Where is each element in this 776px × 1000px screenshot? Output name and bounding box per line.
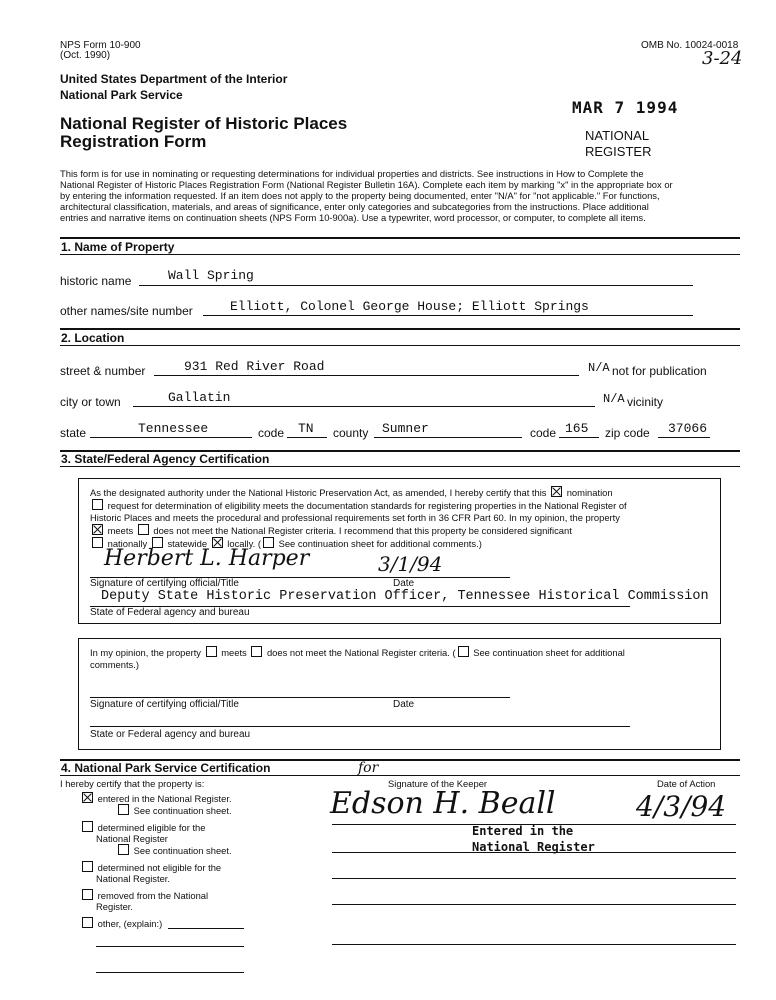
instructions-paragraph [60,168,740,223]
section-rule [60,775,740,776]
section1-heading: 1. Name of Property [61,240,175,254]
comment-text: In my opinion, the property [90,647,201,658]
received-stamp-line1: NATIONAL [585,128,650,143]
box2-signature-label: Signature of certifying official/Title [90,699,239,710]
form-number: NPS Form 10-900 [60,40,141,51]
city-label: city or town [60,395,121,409]
option-label: See continuation sheet. [133,805,232,816]
box2-does-not-meet-checkbox[interactable] [251,646,262,657]
street-field[interactable] [154,375,579,376]
keeper-label: Signature of the Keeper [388,778,488,789]
box2-meets-checkbox[interactable] [206,646,217,657]
vicinity-label: vicinity [627,395,664,409]
entered-checkbox[interactable] [82,792,93,803]
nationally-checkbox[interactable] [92,537,103,548]
state-code-value: TN [298,421,314,436]
other-names-value: Elliott, Colonel George House; Elliott Springs [230,299,589,314]
option-label: National Register. [96,873,170,884]
option-label: determined not eligible for the [97,862,222,873]
nomination-checkbox[interactable] [551,486,562,497]
option-label: entered in the National Register. [97,793,232,804]
keeper-signature: Edson H. Beall [330,786,556,821]
na-publication: N/A [588,361,610,375]
option-label: determined eligible for the [97,822,206,833]
option-label: National Register [96,833,168,844]
state-label: state [60,426,87,440]
statewide-label: statewide [167,538,208,549]
zip-field[interactable] [658,437,710,438]
keeper-line-4 [332,904,736,905]
section-rule [60,345,740,346]
meets-label: meets [107,525,134,536]
box2-continuation-checkbox[interactable] [458,646,469,657]
department: United States Department of the Interior [60,72,288,86]
action-date-handwritten: 4/3/94 [636,790,727,823]
entered-stamp-line1: Entered in the [472,824,574,838]
request-checkbox[interactable] [92,499,103,510]
option-continuation [80,844,232,856]
zip-value: 37066 [668,421,708,436]
state-code-label: code [258,426,285,440]
cert-line [90,499,710,512]
county-code-field[interactable] [559,437,599,438]
comment-line [90,646,710,659]
na-vicinity: N/A [603,392,625,406]
section-divider [60,328,740,330]
entered-stamp-line2: National Register [472,840,595,854]
keeper-line-5 [332,944,736,945]
eligible-checkbox[interactable] [82,821,93,832]
intro-line: by entering the information requested. If an item does not apply to the property being documented, enter "N/A" for "not applicable." For functions, [60,190,660,201]
option-entered [80,792,232,804]
cert-text: does not meet the National Register criteria. I recommend that this property be considered significant [153,525,572,536]
handwritten-corner-note: 3-24 [702,48,743,69]
option-eligible [80,821,232,833]
county-value: Sumner [382,421,429,436]
cert-line [90,486,710,499]
state-field[interactable] [90,437,252,438]
comment-text: See continuation sheet for additional [473,647,625,658]
county-label: county [333,426,369,440]
zip-label: zip code [605,426,650,440]
intro-line: entries and narrative items on continuation sheets (NPS Form 10-900a). Use a typewriter, word processor, or computer, to complete all items. [60,212,646,223]
historic-name-value: Wall Spring [168,268,254,283]
cert-text: See continuation sheet for additional comments.) [278,538,482,549]
cert-line: Historic Places and meets the procedural and professional requirements set forth in 36 CFR Part 60. In my opinion, the property [90,512,620,523]
not-for-publication-label: not for publication [612,364,707,378]
city-field[interactable] [133,406,595,407]
other-names-field[interactable] [203,315,693,316]
hereby-certify: I hereby certify that the property is: [60,778,205,789]
cert-text: As the designated authority under the National Historic Preservation Act, as amended, I hereby certify that this [90,487,547,498]
state-value: Tennessee [138,421,209,436]
section-rule [60,466,740,467]
section-rule [60,254,740,255]
box2-agency-label: State or Federal agency and bureau [90,729,251,740]
cert-text: request for determination of eligibility meets the documentation standards for registering properties in the National Register of [107,500,627,511]
intro-line: This form is for use in nominating or requesting determinations for individual properties and districts. See instructions in How to Complete the [60,168,644,179]
certifying-official-signature: Herbert L. Harper [104,546,310,571]
keeper-line-3 [332,878,736,879]
intro-line: National Register of Historic Places Registration Form (National Register Bulletin 16A). Complete each item by marking "x" in the appropriate box or [60,179,673,190]
removed-checkbox[interactable] [82,889,93,900]
city-value: Gallatin [168,390,231,405]
commenting-text [90,646,710,671]
for-note: for [358,760,379,776]
other-explain-line [168,928,244,929]
nps-options [80,792,232,929]
continuation-checkbox-1[interactable] [118,804,129,815]
box2-agency-line [90,726,630,727]
section3-heading: 3. State/Federal Agency Certification [61,452,270,466]
other-names-label: other names/site number [60,304,193,318]
service: National Park Service [60,88,183,102]
does-not-meet-checkbox[interactable] [138,524,149,535]
option-label: other, (explain:) [97,918,163,929]
county-code-value: 165 [565,421,589,436]
option-label: removed from the National [97,890,209,901]
certifying-date-handwritten: 3/1/94 [378,552,443,576]
locally-label: locally. ( [227,538,261,549]
form-title: National Register of Historic Places [60,114,348,133]
historic-name-field[interactable] [139,285,693,286]
option-label: Register. [96,901,133,912]
received-stamp-line2: REGISTER [585,144,652,159]
other-checkbox[interactable] [82,917,93,928]
street-label: street & number [60,364,146,378]
historic-name-label: historic name [60,274,132,288]
date-label: Date [393,578,415,589]
keeper-line-2 [332,852,736,853]
cert-line [90,524,710,537]
box2-meets-label: meets [221,647,247,658]
box2-date-label: Date [393,699,415,710]
option-label: See continuation sheet. [133,845,232,856]
state-code-field[interactable] [287,437,327,438]
nomination-label: nomination [566,487,613,498]
comment-line: comments.) [90,659,139,670]
intro-line: architectural classification, materials, and areas of significance, enter only categories and subcategories from the instructions. Place additional [60,201,649,212]
option-continuation [80,804,232,816]
omb-number: OMB No. 10024-0018 [641,40,739,51]
comment-text: does not meet the National Register criteria. ( [266,647,456,658]
signature-label: Signature of certifying official/Title [90,578,239,589]
not-eligible-checkbox[interactable] [82,861,93,872]
agency-label: State of Federal agency and bureau [90,607,250,618]
county-code-label: code [530,426,557,440]
explain-line-2 [96,946,244,947]
option-not-eligible [80,861,232,873]
continuation-checkbox-2[interactable] [118,844,129,855]
official-title: Deputy State Historic Preservation Officer, Tennessee Historical Commission [101,589,709,604]
form-subtitle: Registration Form [60,132,207,151]
street-value: 931 Red River Road [184,359,325,374]
state-certification-text [90,486,710,550]
meets-checkbox[interactable] [92,524,103,535]
section2-heading: 2. Location [61,331,125,345]
box2-signature-line [90,697,510,698]
section4-heading: 4. National Park Service Certification [61,761,271,775]
nationally-label: nationally [107,538,148,549]
option-removed [80,889,232,901]
action-date-label: Date of Action [657,778,716,789]
county-field[interactable] [374,437,522,438]
explain-line-3 [96,972,244,973]
form-date: (Oct. 1990) [60,50,111,61]
section-divider [60,237,740,239]
received-stamp-date: MAR 7 1994 [572,98,679,117]
